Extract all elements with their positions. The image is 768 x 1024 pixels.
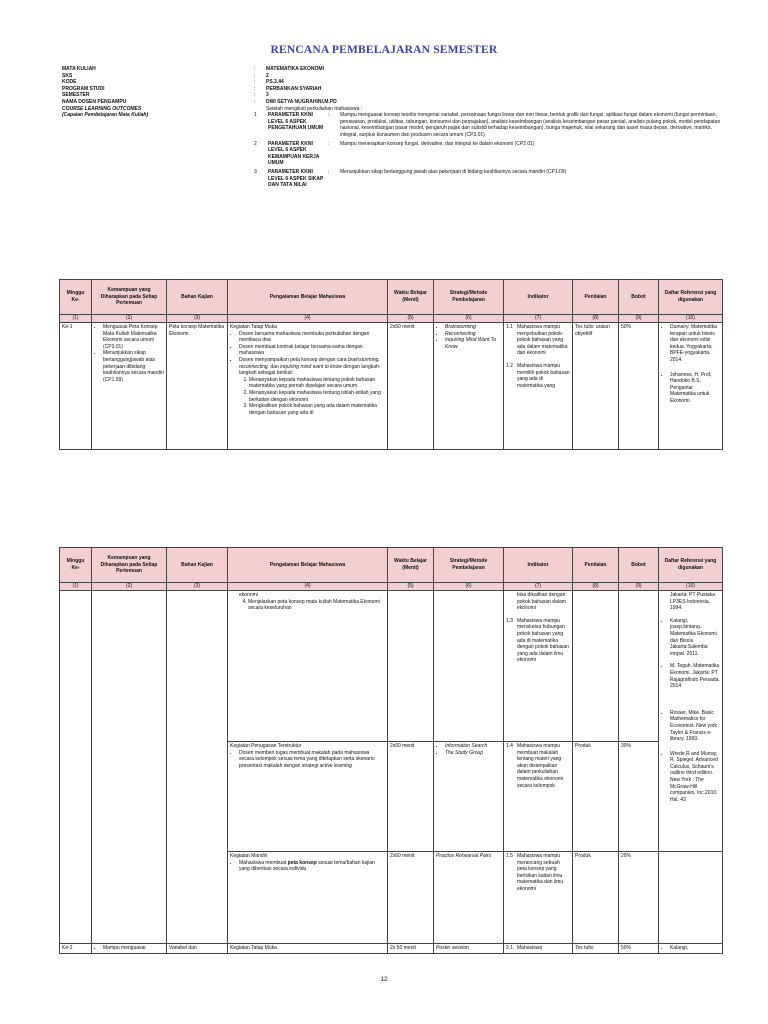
table-row: Ke-1 • Menguasai Peta Konsep Mata Kuliah Matematika Ekonomi secara umum (CP3.01) • Menunjukkan sikap bertanggungjawab atas pekerjaan dibidang keahliannya secara mandiri (CP1.09) Peta konsep Matematika Ekonomi Kegiatan Tatap Muka • Dosen bersama mahasiswa membuka perkuliahan dengan membaca doa • Dosen membuat kontrak belajar bersama-sama dengan mahasiswa • Dosen menyampaikan peta konsep dengan cara brainstorming, reconnecting, dan inquiring mind want to know dengan langkah-langkah sebagai berikut: 1. Menanyakan kepada mahasiswa tentang pokok bahasan matematika yang pernah dipelajari secara umum 2. Menanyakan kepada mahasiswa tentang istilah-istilah yang berkaitan dengan ekonomi 3. Mengkaitkan pokok bahasan yang ada dalam matematika dengan bahasan yang ada di 2x50 menit • Brainstorming • Reconnecting • Inquiring Mind Want To Know 1.1 Mahasiswa mampu menyebutkan pokok-pokok bahasan yang ada dalam matematika dan ekonomi 1.2 Mahasiswa mampu memilih pokok bahasan yang ada di matematika yang Tes tulis: uraian obyektif 50% • Dumairy. Matematika terapan untuk bisnis dan ekonomi edisi kedua. Yogyakarta: BPFE-yogyakarta. 2014. • Johannes, H. Prof, Handoko B.S, Pengantar Matematika untuk Ekonomi. xyxy=(60,323,723,450)
column-number-row: (1) (2) (3) (4) (5) (6) (7) (8) (9) (10) xyxy=(60,583,723,591)
info-row-lecturer: NAMA DOSEN PENGAMPU : DWI SETYA NUGRAHINI,M.PD xyxy=(62,98,337,105)
outcome-item: 3 PARAMETER KKNI LEVEL 6 ASPEK SIKAP DAN TATA NILAI : Menunjukkan sikap bertanggung jawab atas pekerjaan di bidang keahliannya secara mandiri (CP1.09) xyxy=(254,168,567,189)
course-info xyxy=(62,66,722,189)
info-row-course: MATA KULIAH : MATEMATIKA EKONOMI xyxy=(62,66,324,72)
table-header-row: Minggu Ke- Kemampuan yang Diharapkan pada Setiap Pertemuan Bahan Kajian Pengalaman Belajar Mahasiswa Waktu Belajar (Menit) Strategi/Metode Pembelajaran Indikator Penilaian Bobot Daftar Referensi yang digunakan xyxy=(60,280,723,315)
column-number-row: (1) (2) (3) (4) (5) (6) (7) (8) (9) (10) xyxy=(60,315,723,323)
outcome-item: 2 PARAMETER KKNI LEVEL 6 ASPEK KEMAMPUAN KERJA UMUM : Mampu menerapkan konsep fungsi, derivative, dan integral ke dalam ekonomi (CP2.01) xyxy=(254,140,535,167)
info-row-program: PROGRAM STUDI : PERBANKAN SYARIAH xyxy=(62,85,322,92)
rps-table-page1 xyxy=(59,279,723,450)
table-row: Ke-2 • Mampu menguasai Variabel dan Kegiatan Tatap Muka 2x 50 menit Poster session 2.1. Mahasiswa Tes tulis: 50% • Kalangi, xyxy=(60,944,723,954)
rps-table-page2 xyxy=(59,547,723,954)
table-row: ekonomi 4. Menjelaskan peta konsep mata kuliah Matematika Ekonomi secara keseluruhan bisa dikaitkan dengan pokok bahasan dalam ekonomi 1.3 Mahasiswa mampu mensketsa hubungan pokok bahasan yang ada di matematika dengan pokok bahasan yang ada dalam ilmu ekonomi Jakarta: PT Pustaka LP3ES Indonesia, 1994. • Kalangi, josep,bintang. Matematika Ekonomi dan Bisnis. Jakarta:Salemba empat. 2011. • M. Teguh. Matematika Ekonomi. Jakarta: PT Rajagrafindo Persada. 2014 • Rosser, Mike. Basic Mathematics for Economist. New york : Taylor & Francis e-library. 1993. • Wrede,R and Murray, R. Spiegel. Advanced Calculus, Schaum's outline third edition. New York : The McGraw-Hill companies, Inc.2010. Hal. 43 xyxy=(60,591,723,742)
page-title: RENCANA PEMBELAJARAN SEMESTER xyxy=(270,44,498,56)
table-row: Kegiatan Mandiri • Mahasiswa membuat peta konsep sesuai tema/bahan kajian yang diberikan secara individu 2x60 menit Practice Rehearsal Pairs 1.5 Mahasiswa mampu merancang sebuah peta konsep yang berisikan kaitan ilmu matematika dan ilmu ekonomi Produk 20% xyxy=(60,852,723,944)
page-number: 12 xyxy=(380,976,388,983)
info-row-semester: SEMESTER : 3 xyxy=(62,92,269,99)
info-row-code: KODE : PS.3.44 xyxy=(62,79,284,86)
table-header-row: Minggu Ke- Kemampuan yang Diharapkan pada Setiap Pertemuan Bahan Kajian Pengalaman Belajar Mahasiswa Waktu Belajar (Menit) Strategi/Metode Pembelajaran Indikator Penilaian Bobot Daftar Referensi yang digunakan xyxy=(60,548,723,583)
outcome-item: 1 PARAMETER KKNI LEVEL 6 ASPEK PENGETAHUAN UMUM : Mampu menguasai konsep teoritis mengenai variabel, persamaan fungsi linear dan non linear, bentuk grafik dari fungsi, aplikasi fungsi dalam ekonomi (fungsi permintaan, penawaran, produksi, utilitas, tabungan, konsumsi dan perpajakan), analisis keseimbangan (analisis keseimbangan pasar parsial, analisis pulang pokok, model pendapatan nasional, keseimbangan pasar model, pengaruh pajak dan subsidi terhadap keseimbangan), bunga majemuk, nilai sekarang dan asset masa depan, derivative, matriks, integral, surplus konsumen dan produsen secara umum (CP3.01) xyxy=(254,112,721,138)
learning-outcomes-heading: COURSE LEARNING OUTCOMES Setelah mengikuti perkuliahan mahasiswa : xyxy=(62,105,363,112)
table-row: Kegiatan Penugasan Terstruktur • Dosen memberi tugas membuat makalah pada mahasiswa secara kelompok sesuai tema yang ditetapkan serta skenario presentasi makalah dengan strategi active learning 2x60 menit • Information Search • The Study Group 1.4 Mahasiswa mampu membuat makalah tentang materi yang akan disampaikan dalam perkuliahan matematika ekonomi secara kelompok Produk 30% xyxy=(60,742,723,852)
info-row-credits: SKS : 2 xyxy=(62,72,269,79)
learning-outcomes-sublabel: (Capaian Pembelajaran Mata Kuliah) xyxy=(62,112,149,119)
